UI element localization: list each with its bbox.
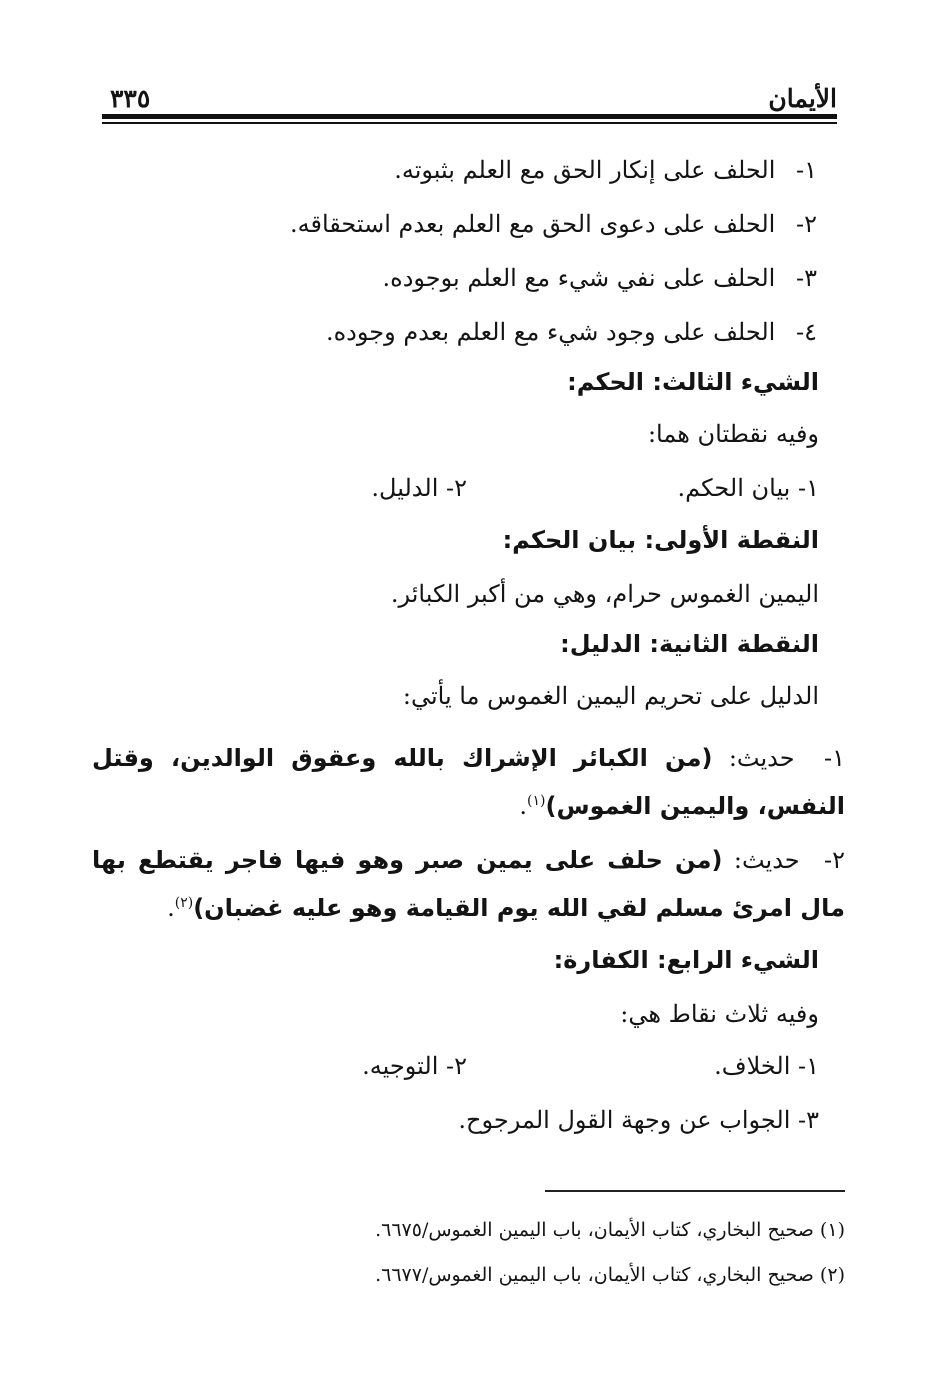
sentence-end: . — [167, 894, 175, 922]
hadith-label: حديث: — [733, 846, 800, 874]
paragraph: الدليل على تحريم اليمين الغموس ما يأتي: — [402, 682, 819, 710]
item-number: ١- — [796, 156, 817, 184]
running-title: الأيمان — [768, 84, 837, 113]
list-item — [394, 150, 817, 190]
item-number: ٣- — [796, 264, 817, 292]
item-number: ٤- — [796, 318, 817, 346]
item-text: الحلف على نفي شيء مع العلم بوجوده. — [382, 264, 776, 292]
point-item: ٢- التوجيه. — [362, 1052, 467, 1080]
item-text: الحلف على دعوى الحق مع العلم بعدم استحقاقه. — [289, 210, 776, 238]
section-heading: الشيء الرابع: الكفارة: — [553, 946, 819, 974]
paragraph: وفيه نقطتان هما: — [647, 420, 819, 448]
item-number: ١- — [824, 744, 845, 772]
subsection-heading: النقطة الثانية: الدليل: — [560, 630, 819, 658]
footnote-rule — [545, 1190, 845, 1192]
sentence-end: . — [519, 792, 528, 820]
paragraph: وفيه ثلاث نقاط هي: — [620, 1000, 819, 1028]
hadith-text: (من حلف على يمين صبر وهو فيها فاجر يقتطع بها مال امرئ مسلم لقي الله يوم القيامة وهو عليه غضبان) — [92, 846, 845, 922]
item-text: الحلف على إنكار الحق مع العلم بثبوته. — [394, 156, 776, 184]
page-number: ٣٣٥ — [110, 84, 151, 113]
item-number: ٢- — [796, 210, 817, 238]
hadith-paragraph — [92, 734, 845, 830]
item-text: الحلف على وجود شيء مع العلم بعدم وجوده. — [325, 318, 776, 346]
point-item: ١- بيان الحكم. — [677, 474, 819, 502]
hadith-text: (من الكبائر الإشراك بالله وعقوق الوالدين، وقتل النفس، واليمين الغموس) — [92, 744, 845, 820]
point-item: ٢- الدليل. — [371, 474, 467, 502]
list-item — [326, 312, 817, 352]
point-item: ٣- الجواب عن وجهة القول المرجوح. — [458, 1106, 819, 1134]
subsection-heading: النقطة الأولى: بيان الحكم: — [502, 526, 819, 554]
footnote: (٢) صحيح البخاري، كتاب الأيمان، باب اليمين الغموس/٦٦٧٧. — [375, 1264, 845, 1286]
footnote: (١) صحيح البخاري، كتاب الأيمان، باب اليمين الغموس/٦٦٧٥. — [375, 1219, 845, 1241]
list-item — [290, 204, 817, 244]
footnote-reference: (٢) — [174, 895, 194, 911]
point-item: ١- الخلاف. — [714, 1052, 819, 1080]
header-rule-thin — [102, 122, 837, 124]
header-rule — [102, 114, 837, 119]
paragraph: اليمين الغموس حرام، وهي من أكبر الكبائر. — [390, 580, 819, 608]
list-item — [383, 258, 817, 298]
section-heading: الشيء الثالث: الحكم: — [567, 368, 819, 396]
hadith-label: حديث: — [728, 744, 795, 772]
page-header — [102, 70, 837, 122]
hadith-paragraph — [92, 836, 845, 932]
footnote-reference: (١) — [527, 793, 546, 809]
item-number: ٢- — [824, 846, 845, 874]
